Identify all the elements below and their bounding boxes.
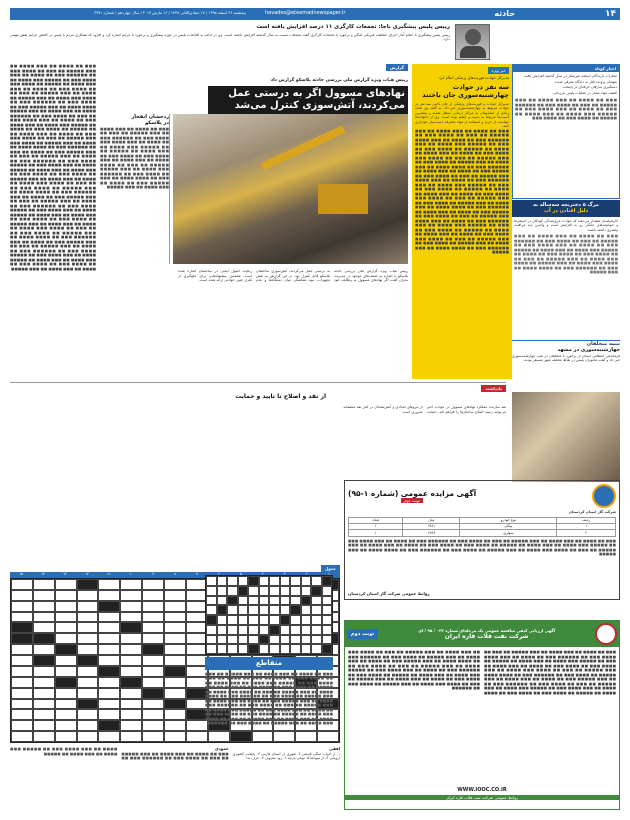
- crossword-cell[interactable]: [33, 655, 55, 666]
- crossword-cell[interactable]: [33, 601, 55, 612]
- crossword-cell[interactable]: [11, 644, 33, 655]
- crossword-cell[interactable]: [164, 622, 186, 633]
- crossword-column-number: ۶: [218, 572, 220, 576]
- section-title: حادثه: [494, 9, 515, 18]
- mini-grid-cell[interactable]: [269, 644, 280, 654]
- crossword-column-number: ۱۵: [19, 572, 23, 576]
- crossword-cell[interactable]: [98, 644, 120, 655]
- auction-table: ردیف نوع خودرو مدل تعداد ۱ پیکان ۱۳۸۱ ۱ ۲ سواری ۱۳۸۹ ۱: [348, 517, 616, 537]
- crossword-cell[interactable]: [33, 590, 55, 601]
- oil-company-logo-icon: [595, 623, 617, 645]
- crossword-cell[interactable]: [120, 655, 142, 666]
- mini-grid-cell[interactable]: [301, 635, 312, 645]
- header-email[interactable]: havades@eteemadnewspaper.ir: [265, 10, 346, 16]
- crossword-cell[interactable]: [77, 655, 99, 666]
- crossword-cell[interactable]: [120, 601, 142, 612]
- mini-grid-cell[interactable]: [206, 576, 217, 586]
- mini-grid-cell[interactable]: [290, 586, 301, 596]
- tagged-story-kicker: مدیرکل حوادث فوریت‌های پزشکی اعلام کرد: [438, 75, 509, 80]
- crossword-cell[interactable]: [164, 731, 186, 742]
- crossword-clues: افقی ۱- از ادوات جنگی قدیمی ۲- شهری در استان فارس ۳- پایتخت کشوری اروپایی ۴- از میوه‌ها ۵- نوعی پارچه ۶- رود معروف ۷- حرف ندا عمودی ■■■ ■■ ■■■■ ■■ ■■■ ■■■■ ■■ ■■■ ■■■■■ ■■ ■■■ ■■ ■■■■ ■■■ ■■ ■■■■■■ ■■■ ■■ ■■■■ ■■ ■■■ ■■■■ ■■■ ■■ ■■■■■ ■■■ ■■■■ ■■ ■■■ ■■■■ ■■ ■■■■■: [10, 746, 340, 760]
- tagged-story-subline: سه نفر در حوادث: [452, 82, 509, 91]
- mini-grid-cell[interactable]: [311, 596, 322, 606]
- mini-grid-cell[interactable]: [227, 576, 238, 586]
- crossword-column-number: ۴: [262, 572, 264, 576]
- crossword-cell[interactable]: [11, 699, 33, 710]
- mini-grid-cell[interactable]: [269, 605, 280, 615]
- crossword-cell[interactable]: [120, 644, 142, 655]
- tender-subtitle: شرکت نفت فلات قاره ایران: [444, 632, 529, 640]
- mini-grid-cell[interactable]: [280, 576, 291, 586]
- feature-photo: [173, 114, 408, 264]
- mini-grid-cell[interactable]: [301, 576, 312, 586]
- crossword-cell[interactable]: [164, 644, 186, 655]
- mini-grid-cell[interactable]: [217, 586, 228, 596]
- tagged-story: خبر ویژه مدیرکل حوادث فوریت‌های پزشکی اعلام کرد سه نفر در حوادث چهارشنبه‌سوری جان باختند مدیرکل حوادث و فوریت‌های پزشکی از جان باختن سه نفر در حوادث مربوط به چهارشنبه‌سوری خبر داد. به گفته وی تعداد زیادی از مصدومان به مراکز درمانی منتقل شدند و بیشترین آسیب‌ها مربوط به دست و چشم بوده است. وی از خانواده‌ها خواست از خرید و استفاده از مواد محترقه دست‌ساز خودداری کنند. ■■■ ■■ ■■■■ ■■ ■■■ ■■■■ ■■ ■■■ ■■■■■ ■■ ■■■ ■■ ■■■■ ■■■ ■■ ■■■■■■ ■■■ ■■ ■■■■ ■■ ■■■ ■■■■ ■■■ ■■ ■■■■■ ■■■ ■■■■ ■■ ■■■ ■■■■ ■■ ■■■■■ ■■ ■■■■ ■■■ ■■ ■■■■ ■■■ ■■ ■■■■ ■■ ■■■ ■■■■ ■■ ■■■ ■■■■■ ■■ ■■■ ■■ ■■■■ ■■■ ■■■■ ■■ ■■■ ■■■■■ ■■ ■■■■ ■■■ ■■ ■■■■■■ ■■■ ■■ ■■■■ ■■■■ ■■ ■■■ ■■■■■ ■■■ ■■ ■■■■ ■■ ■■■ ■■■■ ■■ ■■■ ■■■■■ ■■ ■■■ ■■ ■■■■ ■■■ ■■ ■■■■■■ ■■■ ■■ ■■■■ ■■ ■■■ ■■■■ ■■■ ■■ ■■■■■ ■■■ ■■■■ ■■ ■■■ ■■■■ ■■ ■■■■■ ■■ ■■■■ ■■■ ■■ ■■■■ ■■■ ■■ ■■■■ ■■ ■■■ ■■■■ ■■ ■■■ ■■■■■ ■■ ■■■ ■■ ■■■■ ■■■ ■■■■ ■■ ■■■ ■■■■■ ■■ ■■■■ ■■■ ■■ ■■■■■■ ■■■ ■■ ■■■■ ■■■■ ■■ ■■■ ■■■■■ ■■■ ■■ ■■■■ ■■ ■■■ ■■■■ ■■ ■■■ ■■■■■ ■■ ■■■ ■■ ■■■■ ■■■ ■■ ■■■■■■ ■■■ ■■ ■■■■ ■■ ■■■ ■■■■ ■■■ ■■ ■■■■■ ■■■ ■■■■ ■■ ■■■ ■■■■ ■■ ■■■■■ ■■ ■■■■ ■■■ ■■ ■■■■ ■■■ ■■ ■■■■ ■■ ■■■ ■■■■ ■■ ■■■ ■■■■■ ■■ ■■■ ■■ ■■■■ ■■■ ■■■■ ■■ ■■■ ■■■■■ ■■ ■■■■ ■■■ ■■ ■■■■■■ ■■■ ■■ ■■■■ ■■■■ ■■ ■■■ ■■■■■: [412, 64, 512, 379]
- crossword-cell[interactable]: [55, 709, 77, 720]
- left-column-text: ■■■ ■■ ■■■■ ■■ ■■■ ■■■■ ■■ ■■■ ■■■■■ ■■ ■■■ ■■ ■■■■ ■■■ ■■ ■■■■■■ ■■■ ■■ ■■■■ ■■ ■■■ ■■■■ ■■■ ■■ ■■■■■ ■■■ ■■■■ ■■ ■■■ ■■■■ ■■ ■■■■■ ■■ ■■■■ ■■■ ■■ ■■■■ ■■■ ■■ ■■■■ ■■ ■■■ ■■■■ ■■ ■■■ ■■■■■ ■■ ■■■ ■■ ■■■■ ■■■ ■■■■ ■■ ■■■ ■■■■■ ■■ ■■■■ ■■■ ■■ ■■■■■■ ■■■ ■■ ■■■■ ■■■■ ■■ ■■■ ■■■■■ ■■■ ■■ ■■■■ ■■ ■■■ ■■■■ ■■ ■■■ ■■■■■ ■■ ■■■ ■■ ■■■■ ■■■ ■■ ■■■■■■ ■■■ ■■ ■■■■ ■■ ■■■ ■■■■ ■■■ ■■ ■■■■■ ■■■ ■■■■ ■■ ■■■ ■■■■ ■■ ■■■■■ ■■ ■■■■ ■■■ ■■ ■■■■ ■■■ ■■ ■■■■ ■■ ■■■ ■■■■ ■■ ■■■ ■■■■■ ■■ ■■■ ■■ ■■■■ ■■■ ■■■■ ■■ ■■■ ■■■■■ ■■ ■■■■ ■■■ ■■ ■■■■■■ ■■■ ■■ ■■■■ ■■■■ ■■ ■■■ ■■■■■ ■■■ ■■ ■■■■ ■■ ■■■ ■■■■ ■■ ■■■ ■■■■■ ■■ ■■■ ■■ ■■■■ ■■■ ■■ ■■■■■■ ■■■ ■■ ■■■■ ■■ ■■■ ■■■■ ■■■ ■■ ■■■■■ ■■■ ■■■■ ■■ ■■■ ■■■■ ■■ ■■■■■ ■■ ■■■■ ■■■ ■■ ■■■■ ■■■ ■■ ■■■■ ■■ ■■■ ■■■■ ■■ ■■■ ■■■■■ ■■ ■■■ ■■ ■■■■ ■■■ ■■■■ ■■ ■■■ ■■■■■ ■■ ■■■■ ■■■ ■■ ■■■■■■ ■■■ ■■ ■■■■ ■■■■ ■■ ■■■ ■■■■■ ■■■ ■■ ■■■■ ■■ ■■■ ■■■■ ■■ ■■■ ■■■■■ ■■ ■■■ ■■ ■■■■ ■■■ ■■ ■■■■■■ ■■■ ■■ ■■■■ ■■ ■■■ ■■■■ ■■■ ■■ ■■■■■ ■■■ ■■■■ ■■ ■■■ ■■■■ ■■ ■■■■■ ■■ ■■■■ ■■■ ■■ ■■■■ ■■■ ■■ ■■■■ ■■ ■■■ ■■■■ ■■ ■■■ ■■■■■ ■■ ■■■ ■■ ■■■■ ■■■ ■■■■ ■■ ■■■ ■■■■■ ■■ ■■■■ ■■■ ■■ ■■■■■■ ■■■ ■■ ■■■■ ■■■■ ■■ ■■■ ■■■■■ ■■■ ■■ ■■■■ ■■ ■■■ ■■■■ ■■ ■■■ ■■■■■ ■■ ■■■ ■■ ■■■■ ■■■ ■■ ■■■■■■ ■■■ ■■ ■■■■ ■■ ■■■ ■■■■ ■■■ ■■ ■■■■■ ■■■ ■■■■ ■■ ■■■ ■■■■ ■■ ■■■■■ ■■ ■■■■ ■■■ ■■ ■■■■ ■■■ ■■ ■■■■ ■■ ■■■ ■■■■ ■■ ■■■ ■■■■■: [10, 64, 96, 271]
- mini-grid-cell[interactable]: [227, 586, 238, 596]
- mini-grid-cell[interactable]: [280, 644, 291, 654]
- crossword-cell[interactable]: [142, 666, 164, 677]
- crossword-cell[interactable]: [98, 709, 120, 720]
- crossword-cell[interactable]: [98, 688, 120, 699]
- crossword-cell[interactable]: [77, 688, 99, 699]
- mini-grid-cell[interactable]: [217, 576, 228, 586]
- mini-grid-cell[interactable]: [248, 625, 259, 635]
- crossword-cell[interactable]: [33, 633, 55, 644]
- mini-grid-cell[interactable]: [206, 605, 217, 615]
- mini-grid-cell[interactable]: [227, 605, 238, 615]
- crossword-cell[interactable]: [33, 731, 55, 742]
- mini-grid-cell[interactable]: [248, 644, 259, 654]
- mini-grid: [205, 575, 333, 655]
- crossword-cell[interactable]: [77, 731, 99, 742]
- crossword-cell[interactable]: [142, 622, 164, 633]
- crossword-cell[interactable]: [77, 579, 99, 590]
- crossword-cell[interactable]: [77, 699, 99, 710]
- crossword-cell[interactable]: [120, 709, 142, 720]
- opinion-body: نقد سازنده عملکرد نهادهای مسوول در حوادث اخیر می‌تواند زمینه اصلاح ساختارها را فراهم کند. حمایت از نیروهای امدادی و آتش‌نشانان در کنار نقد منصفانه ضروری است.: [343, 405, 506, 414]
- mini-grid-cell[interactable]: [238, 576, 249, 586]
- top-story: [10, 24, 450, 62]
- crossword-cell[interactable]: [11, 720, 33, 731]
- list-item: دستگیری سارقان حرفه‌ای در پایتخت: [562, 85, 617, 89]
- crossword-cell[interactable]: [11, 590, 33, 601]
- crossword-cell[interactable]: [164, 699, 186, 710]
- mini-grid-cell[interactable]: [217, 625, 228, 635]
- mini-grid-cell[interactable]: [280, 596, 291, 606]
- tender-ad: آگهی ارزیابی کیفی مناقصه عمومی یک مرحله‌ای شماره ۰۴۲ / ۹۵ / ای شرکت نفت فلات قاره ایران نوبت دوم ■■■ ■■ ■■■■ ■■ ■■■ ■■■■ ■■ ■■■ ■■■■■ ■■ ■■■ ■■ ■■■■ ■■■ ■■ ■■■■■■ ■■■ ■■ ■■■■ ■■ ■■■ ■■■■ ■■■ ■■ ■■■■■ ■■■ ■■■■ ■■ ■■■ ■■■■ ■■ ■■■■■ ■■ ■■■■ ■■■ ■■ ■■■■ ■■■ ■■ ■■■■ ■■ ■■■ ■■■■ ■■ ■■■ ■■■■■ ■■ ■■■ ■■ ■■■■ ■■■ ■■■■ ■■ ■■■ ■■■■■ ■■ ■■■■ ■■■ ■■ ■■■■■■ ■■■ ■■ ■■■■ ■■■■ ■■ ■■■ ■■■■■ ■■■ ■■ ■■■■ ■■ ■■■ ■■■■ ■■ ■■■ ■■■■■ ■■ ■■■ ■■ ■■■■ ■■■ ■■ ■■■■■■ ■■■ ■■ ■■■■ ■■ ■■■ ■■■■ ■■■ ■■ ■■■■■ ■■■ ■■■■ ■■ ■■■ ■■■■ ■■ ■■■■■ ■■ ■■■■ ■■■ ■■ ■■■■ ■■■ ■■ ■■■■ ■■ ■■■ ■■■■ ■■ ■■■ ■■■■■ ■■ ■■■ ■■ ■■■■ ■■■ ■■■■ ■■ ■■■ ■■■■■ ■■ ■■■■ ■■■ ■■ ■■■■■■ ■■■ ■■ ■■■■ ■■■■ ■■ ■■■ ■■■■■ ■■■ ■■ ■■■■ ■■ ■■■ ■■■■ ■■ ■■■ ■■■■■ ■■ ■■■ ■■ ■■■■ ■■■ ■■ ■■■■■■ ■■■ ■■ ■■■■ ■■ ■■■ ■■■■ ■■■ ■■ ■■■■■ ■■■ ■■■■ ■■ ■■■ ■■■■ ■■ ■■■■■ ■■ ■■■■ ■■■ ■■ ■■■■ ■■■ ■■ ■■■■ ■■ ■■■ ■■■■ ■■ ■■■ ■■■■■ ■■ ■■■ ■■ ■■■■ ■■■ ■■■■ ■■ ■■■ ■■■■■ ■■ ■■■■ ■■■ ■■ ■■■■■■ WWW.IOOC.CO.IR روابط عمومی شرکت نفت فلات قاره ایران: [344, 620, 620, 810]
- crossword-cell[interactable]: [33, 622, 55, 633]
- mini-grid-cell[interactable]: [290, 625, 301, 635]
- crossword-cell[interactable]: [98, 699, 120, 710]
- crossword-cell[interactable]: [11, 677, 33, 688]
- mini-grid-cell[interactable]: [238, 605, 249, 615]
- warning-box-body: فرماندهی انتظامی استان از برخورد با متخلفان در شب چهارشنبه‌سوری خبر داد و گفت ماموران پلیس در نقاط مختلف شهر مستقر بودند.: [512, 353, 620, 362]
- crossword-cell[interactable]: [11, 655, 33, 666]
- mini-grid-cell[interactable]: [206, 644, 217, 654]
- auction-org: شرکت گاز استان کردستان: [568, 510, 616, 514]
- mini-grid-cell[interactable]: [238, 635, 249, 645]
- crossword-cell[interactable]: [98, 655, 120, 666]
- crossword-cell[interactable]: [164, 601, 186, 612]
- crossword-cell[interactable]: [98, 633, 120, 644]
- table-row: ۲ سواری ۱۳۸۹ ۱: [349, 530, 616, 536]
- crossword-cell[interactable]: [120, 720, 142, 731]
- crossword-cell[interactable]: [164, 677, 186, 688]
- tagged-story-tag: خبر ویژه: [488, 67, 509, 74]
- mini-grid-cell[interactable]: [259, 586, 270, 596]
- crossword-cell[interactable]: [164, 590, 186, 601]
- crossword-cell[interactable]: [55, 622, 77, 633]
- mini-grid-cell[interactable]: [322, 644, 333, 654]
- crossword-cell[interactable]: [55, 601, 77, 612]
- crossword-cell[interactable]: [55, 633, 77, 644]
- crossword-cell[interactable]: [120, 590, 142, 601]
- mini-grid-cell[interactable]: [269, 576, 280, 586]
- mini-grid-cell[interactable]: [217, 644, 228, 654]
- crossword-cell[interactable]: [55, 666, 77, 677]
- feature-body: رییس هیات ویژه گزارش ملی بررسی حادثه پلاسکو با اشاره به ضعف‌های موجود در مدیریت بحران گفت اگر نهادهای مسوول به وظایف خود به درستی عمل می‌کردند، آتش‌سوزی ساختمان پلاسکو قابل کنترل بود. در این گزارش به نقص تجهیزات، نبود هماهنگی میان دستگاه‌ها و عدم رعایت اصول ایمنی در ساختمان اشاره شده است. همچنین پیشنهادهایی برای جلوگیری از تکرار چنین حوادثی ارائه شده است.: [178, 269, 408, 282]
- page-number: ۱۴: [605, 9, 616, 19]
- mini-grid-cell[interactable]: [322, 635, 333, 645]
- mini-grid-cell[interactable]: [290, 596, 301, 606]
- crossword-column-number: ۹: [152, 572, 154, 576]
- mini-grid-cell[interactable]: [311, 586, 322, 596]
- mini-grid-cell[interactable]: [322, 625, 333, 635]
- crossword-cell[interactable]: [33, 666, 55, 677]
- crossword-cell[interactable]: [164, 579, 186, 590]
- crossword-cell[interactable]: [142, 720, 164, 731]
- crossword-cell[interactable]: [33, 699, 55, 710]
- auction-ad: آگهی مزایده عمومی (شماره ۱-۹۵) نوبت دوم شرکت گاز استان کردستان ردیف نوع خودرو مدل تعداد ۱ پیکان ۱۳۸۱ ۱ ۲ سواری ۱۳۸۹ ۱ ■■■ ■■ ■■■■ ■■ ■■■ ■■■■ ■■ ■■■ ■■■■■ ■■ ■■■ ■■ ■■■■ ■■■ ■■ ■■■■■■ ■■■ ■■ ■■■■ ■■ ■■■ ■■■■ ■■■ ■■ ■■■■■ ■■■ ■■■■ ■■ ■■■ ■■■■ ■■ ■■■■■ ■■ ■■■■ ■■■ ■■ ■■■■ ■■■ ■■ ■■■■ ■■ ■■■ ■■■■ ■■ ■■■ ■■■■■ ■■ ■■■ ■■ ■■■■ ■■■ ■■■■ ■■ ■■■ ■■■■■ ■■ ■■■■ ■■■ ■■ ■■■■■■ ■■■ ■■ ■■■■ ■■■■ ■■ ■■■ ■■■■■ روابط عمومی شرکت گاز استان کردستان: [344, 480, 620, 600]
- mini-grid-cell[interactable]: [259, 644, 270, 654]
- crossword-cell[interactable]: [142, 644, 164, 655]
- crossword-cell[interactable]: [98, 666, 120, 677]
- crossword-column-number: ۱۳: [63, 572, 67, 576]
- tender-footer: روابط عمومی شرکت نفت فلات قاره ایران: [345, 795, 619, 800]
- crossword-column-number: ۳: [284, 572, 286, 576]
- death-box: مرگ ۵ دختربچه سه‌ساله به دلیل افتادن در آب کارشناسان هشدار می‌دهند که حوادث غرق‌شدگی کودکان در استخرها و حوضچه‌های خانگی رو به افزایش است و والدین باید مراقبت بیشتری داشته باشند. ■■■ ■■ ■■■■ ■■ ■■■ ■■■■ ■■ ■■■ ■■■■■ ■■ ■■■ ■■ ■■■■ ■■■ ■■ ■■■■■■ ■■■ ■■ ■■■■ ■■ ■■■ ■■■■ ■■■ ■■ ■■■■■ ■■■ ■■■■ ■■ ■■■ ■■■■ ■■ ■■■■■ ■■ ■■■■ ■■■ ■■ ■■■■ ■■■ ■■ ■■■■ ■■ ■■■ ■■■■ ■■ ■■■ ■■■■■ ■■ ■■■ ■■ ■■■■ ■■■ ■■■■ ■■ ■■■ ■■■■■ ■■ ■■■■ ■■■ ■■ ■■■■■■ ■■■ ■■ ■■■■ ■■■■ ■■ ■■■ ■■■■■: [514, 202, 618, 274]
- crossword-cell[interactable]: [11, 601, 33, 612]
- opinion-label: یادداشت: [481, 385, 506, 392]
- crossword-cell[interactable]: [55, 688, 77, 699]
- crossword-cell[interactable]: [142, 601, 164, 612]
- mini-grid-cell[interactable]: [238, 644, 249, 654]
- mini-grid-cell[interactable]: [301, 586, 312, 596]
- crossword-label: جدول: [321, 565, 340, 572]
- death-box-title: مرگ ۵ دختربچه سه‌ساله به دلیل افتادن در آب: [512, 200, 620, 217]
- mini-grid-cell[interactable]: [280, 615, 291, 625]
- mini-grid-cell[interactable]: [290, 635, 301, 645]
- mini-grid-cell[interactable]: [322, 586, 333, 596]
- header-bar: [10, 8, 620, 20]
- mini-grid-cell[interactable]: [227, 596, 238, 606]
- crossword-cell[interactable]: [142, 612, 164, 623]
- crossword-cell[interactable]: [164, 709, 186, 720]
- crossword-cell[interactable]: [164, 655, 186, 666]
- warning-box-title: تنبیه متخلفان: [586, 341, 620, 347]
- crossword-cell[interactable]: [55, 579, 77, 590]
- warning-box-subtitle: چهارشنبه‌سوری در مشهد: [557, 347, 620, 354]
- crossword-cell[interactable]: [120, 688, 142, 699]
- feature-story: [100, 64, 408, 379]
- crossword-column-number: ۲: [306, 572, 308, 576]
- crossword-cell[interactable]: [142, 709, 164, 720]
- mini-grid-cell[interactable]: [290, 576, 301, 586]
- mini-grid-cell[interactable]: [206, 586, 217, 596]
- crossword-cell[interactable]: [77, 612, 99, 623]
- feature-label: گزارش: [386, 64, 408, 71]
- crossword-cell[interactable]: [142, 677, 164, 688]
- motaghate-puzzle: متقاطع ■■■ ■■ ■■■■ ■■ ■■■ ■■■■ ■■ ■■■ ■■■■■ ■■ ■■■ ■■ ■■■■ ■■■ ■■ ■■■■■■ ■■■ ■■ ■■■■ ■■ ■■■ ■■■■ ■■■ ■■ ■■■■■ ■■■ ■■■■ ■■ ■■■ ■■■■ ■■ ■■■■■ ■■ ■■■■ ■■■ ■■ ■■■■ ■■■ ■■ ■■■■ ■■ ■■■ ■■■■ ■■ ■■■ ■■■■■ ■■ ■■■ ■■ ■■■■ ■■■ ■■■■ ■■ ■■■ ■■■■■ ■■ ■■■■ ■■■ ■■ ■■■■■■ ■■■ ■■ ■■■■ ■■■■ ■■ ■■■ ■■■■■ ■■■ ■■ ■■■■ ■■ ■■■ ■■■■ ■■ ■■■ ■■■■■ ■■ ■■■ ■■ ■■■■ ■■■ ■■ ■■■■■■ ■■■ ■■ ■■■■ ■■ ■■■ ■■■■ ■■■ ■■ ■■■■■ ■■■ ■■■■ ■■ ■■■ ■■■■ ■■ ■■■■■ ■■ ■■■■ ■■■ ■■ ■■■■ ■■■ ■■ ■■■■ ■■ ■■■ ■■■■ ■■ ■■■ ■■■■■ ■■ ■■■ ■■ ■■■■ ■■■ ■■■■ ■■ ■■■ ■■■■■ ■■ ■■■■ ■■■ ■■ ■■■■■■: [205, 575, 333, 813]
- mini-grid-cell[interactable]: [311, 625, 322, 635]
- mini-grid-cell[interactable]: [280, 625, 291, 635]
- crossword-cell[interactable]: [55, 644, 77, 655]
- mini-grid-cell[interactable]: [248, 605, 259, 615]
- top-story-headline: رییس پلیس پیشگیری ناجا: تجمعات کارگری ۱۱ درصد افزایش یافته است: [256, 24, 450, 30]
- crossword-cell[interactable]: [33, 709, 55, 720]
- mini-grid-cell[interactable]: [322, 605, 333, 615]
- crossword-cell[interactable]: [11, 612, 33, 623]
- crossword-cell[interactable]: [98, 590, 120, 601]
- mini-grid-cell[interactable]: [248, 635, 259, 645]
- crossword-cell[interactable]: [98, 579, 120, 590]
- crossword-cell[interactable]: [142, 731, 164, 742]
- word-search-label: متقاطع: [205, 657, 333, 670]
- crossword-cell[interactable]: [55, 731, 77, 742]
- mini-grid-cell[interactable]: [248, 596, 259, 606]
- crossword-cell[interactable]: [164, 688, 186, 699]
- crossword-cell[interactable]: [77, 590, 99, 601]
- mini-grid-cell[interactable]: [217, 605, 228, 615]
- crossword-cell[interactable]: [55, 655, 77, 666]
- crossword-cell[interactable]: [55, 590, 77, 601]
- crossword-cell[interactable]: [120, 633, 142, 644]
- warning-box-photo: [512, 392, 620, 482]
- news-brief: اخبار کوتاه مجازات دارندگان اسلحه غیرمجاز در سال گذشته افزایش یافت متهمان پرونده قتل به دادگاه معرفی شدند دستگیری سارقان حرفه‌ای در پایتخت کشف مواد مخدر در عملیات پلیس مرزبانی ■■■ ■■ ■■■■ ■■ ■■■ ■■■■ ■■ ■■■ ■■■■■ ■■ ■■■ ■■ ■■■■ ■■■ ■■ ■■■■■■ ■■■ ■■ ■■■■ ■■ ■■■ ■■■■ ■■■ ■■ ■■■■■ ■■■ ■■■■ ■■ ■■■ ■■■■ ■■ ■■■■■ ■■ ■■■■ ■■■ ■■ ■■■■ ■■■: [512, 64, 620, 199]
- crossword-cell[interactable]: [77, 622, 99, 633]
- mini-grid-cell[interactable]: [206, 635, 217, 645]
- mini-grid-cell[interactable]: [290, 644, 301, 654]
- list-item: متهمان پرونده قتل به دادگاه معرفی شدند: [554, 79, 617, 84]
- mini-grid-cell[interactable]: [269, 615, 280, 625]
- auction-footer: روابط عمومی شرکت گاز استان کردستان: [348, 591, 430, 596]
- mini-grid-cell[interactable]: [206, 596, 217, 606]
- opinion-headline: از نقد و اصلاح تا تایید و حمایت: [235, 393, 326, 400]
- mini-grid-cell[interactable]: [206, 625, 217, 635]
- mini-grid-cell[interactable]: [311, 605, 322, 615]
- mini-grid-cell[interactable]: [269, 635, 280, 645]
- warning-box: [512, 340, 620, 390]
- crossword-cell[interactable]: [11, 709, 33, 720]
- mini-grid-cell[interactable]: [269, 625, 280, 635]
- feature-sidebar: ردخشان انفجار در پلاسکو ■■■ ■■ ■■■■ ■■ ■■■ ■■■■ ■■ ■■■ ■■■■■ ■■ ■■■ ■■ ■■■■ ■■■ ■■ ■■■■■■ ■■■ ■■ ■■■■ ■■ ■■■ ■■■■ ■■■ ■■ ■■■■■ ■■■ ■■■■ ■■ ■■■ ■■■■ ■■ ■■■■■ ■■ ■■■■ ■■■ ■■ ■■■■ ■■■ ■■ ■■■■ ■■ ■■■ ■■■■ ■■ ■■■ ■■■■■ ■■ ■■■ ■■ ■■■■ ■■■ ■■■■ ■■ ■■■ ■■■■■ ■■ ■■■■ ■■■ ■■ ■■■■■■ ■■■ ■■ ■■■■ ■■■■ ■■ ■■■ ■■■■■ ■■■ ■■ ■■■■ ■■ ■■■ ■■■■ ■■ ■■■ ■■■■■: [100, 114, 170, 264]
- crossword-cell[interactable]: [33, 612, 55, 623]
- death-box-body: کارشناسان هشدار می‌دهند که حوادث غرق‌شدگی کودکان در استخرها و حوضچه‌های خانگی رو به افزایش است و والدین باید مراقبت بیشتری داشته باشند.: [514, 218, 618, 232]
- tender-website[interactable]: WWW.IOOC.CO.IR: [457, 787, 507, 793]
- mini-grid-cell[interactable]: [248, 586, 259, 596]
- crossword-cell[interactable]: [55, 720, 77, 731]
- mini-grid-cell[interactable]: [280, 605, 291, 615]
- crossword-column-number: ۱۲: [85, 572, 89, 576]
- crossword-column-number: ۱۴: [41, 572, 45, 576]
- crossword-cell[interactable]: [98, 720, 120, 731]
- mini-grid-cell[interactable]: [248, 576, 259, 586]
- crossword-cell[interactable]: [120, 666, 142, 677]
- mini-grid-cell[interactable]: [259, 625, 270, 635]
- mini-grid-cell[interactable]: [311, 615, 322, 625]
- mini-grid-cell[interactable]: [217, 615, 228, 625]
- top-story-photo: [455, 24, 490, 60]
- mini-grid-cell[interactable]: [259, 615, 270, 625]
- crossword-cell[interactable]: [120, 612, 142, 623]
- mini-grid-cell[interactable]: [227, 625, 238, 635]
- tagged-story-headline: چهارشنبه‌سوری جان باختند: [422, 90, 509, 99]
- mini-grid-cell[interactable]: [238, 596, 249, 606]
- mini-grid-cell[interactable]: [259, 576, 270, 586]
- mini-grid-cell[interactable]: [301, 596, 312, 606]
- mini-grid-cell[interactable]: [217, 635, 228, 645]
- crossword-cell[interactable]: [11, 633, 33, 644]
- top-story-body: رییس پلیس پیشگیری با اعلام آمار اجرای حفاظت فیزیکی اماکن و برخورد با تجمعات کارگری گفت تجمعات نسبت به سال گذشته افزایش داشته است. وی در ادامه به اقدامات پلیس در حوزه پیشگیری و برخورد با جرایم اشاره کرد و افزود که همکاری مردم با پلیس در کاهش جرایم نقش مهمی دارد.: [10, 32, 450, 42]
- crossword-cell[interactable]: [164, 633, 186, 644]
- mini-grid-cell[interactable]: [238, 615, 249, 625]
- crossword-cell[interactable]: [55, 699, 77, 710]
- mini-grid-cell[interactable]: [227, 644, 238, 654]
- crane-icon: [261, 125, 346, 170]
- crossword-cell[interactable]: [77, 720, 99, 731]
- crossword-cell[interactable]: [98, 677, 120, 688]
- crossword-cell[interactable]: [164, 666, 186, 677]
- header-dateline: پنجشنبه ۲۶ اسفند ۱۳۹۵ / ۱۷ جمادی‌الثانی ۱۴۳۸ / ۱۶ مارس ۲۰۱۷ / سال چهاردهم / شماره ۳۷۷۱: [94, 10, 246, 15]
- crossword-column-number: ۱۱: [107, 572, 111, 576]
- mini-grid-cell[interactable]: [269, 596, 280, 606]
- crossword-cell[interactable]: [142, 579, 164, 590]
- crossword-cell[interactable]: [77, 633, 99, 644]
- mini-grid-cell[interactable]: [280, 635, 291, 645]
- crossword-cell[interactable]: [77, 666, 99, 677]
- crossword-cell[interactable]: [33, 579, 55, 590]
- mini-grid-cell[interactable]: [290, 615, 301, 625]
- mini-grid-cell[interactable]: [322, 576, 333, 586]
- mini-grid-cell[interactable]: [259, 635, 270, 645]
- crossword-cell[interactable]: [11, 731, 33, 742]
- mini-grid-cell[interactable]: [301, 644, 312, 654]
- crossword-cell[interactable]: [11, 579, 33, 590]
- crossword-column-number: ۱: [328, 572, 330, 576]
- mini-grid-cell[interactable]: [301, 615, 312, 625]
- crossword-cell[interactable]: [164, 720, 186, 731]
- list-item: کشف مواد مخدر در عملیات پلیس مرزبانی: [553, 90, 617, 95]
- auction-ref: نوبت دوم: [401, 498, 423, 503]
- crossword-cell[interactable]: [77, 601, 99, 612]
- mini-grid-cell[interactable]: [259, 596, 270, 606]
- crossword-cell[interactable]: [77, 709, 99, 720]
- tagged-story-body: مدیرکل حوادث و فوریت‌های پزشکی از جان باختن سه نفر در حوادث مربوط به چهارشنبه‌سوری خبر داد. به گفته وی تعداد زیادی از مصدومان به مراکز درمانی منتقل شدند و بیشترین آسیب‌ها مربوط به دست و چشم بوده است. وی از خانواده‌ها خواست از خرید و استفاده از مواد محترقه دست‌ساز خودداری کنند.: [415, 101, 509, 129]
- crossword-cell[interactable]: [142, 699, 164, 710]
- mini-grid-cell[interactable]: [259, 605, 270, 615]
- mini-grid-cell[interactable]: [322, 615, 333, 625]
- mini-grid-cell[interactable]: [290, 605, 301, 615]
- mini-grid-cell[interactable]: [311, 644, 322, 654]
- mini-grid-cell[interactable]: [217, 596, 228, 606]
- crossword-cell[interactable]: [142, 655, 164, 666]
- crossword-column-number: ۸: [174, 572, 176, 576]
- crossword-cell[interactable]: [120, 731, 142, 742]
- mini-grid-cell[interactable]: [206, 615, 217, 625]
- list-item: مجازات دارندگان اسلحه غیرمجاز در سال گذشته افزایش یافت: [523, 74, 617, 78]
- crossword-cell[interactable]: [77, 644, 99, 655]
- crossword-cell[interactable]: [98, 731, 120, 742]
- crossword-column-number: ۵: [240, 572, 242, 576]
- crossword-cell[interactable]: [98, 622, 120, 633]
- crossword-cell[interactable]: [120, 622, 142, 633]
- crossword-column-number: ۱۰: [129, 572, 133, 576]
- crossword-cell[interactable]: [55, 612, 77, 623]
- crossword-cell[interactable]: [11, 688, 33, 699]
- mini-grid-cell[interactable]: [322, 596, 333, 606]
- crossword-cell[interactable]: [77, 677, 99, 688]
- mini-grid-cell[interactable]: [238, 586, 249, 596]
- crossword-cell[interactable]: [98, 612, 120, 623]
- crossword-cell[interactable]: [142, 590, 164, 601]
- crossword-cell[interactable]: [33, 644, 55, 655]
- tender-title: آگهی ارزیابی کیفی مناقصه عمومی یک مرحله‌ای شماره ۰۴۲ / ۹۵ / ای: [418, 627, 556, 633]
- mini-grid-cell[interactable]: [280, 586, 291, 596]
- mini-grid-cell[interactable]: [269, 586, 280, 596]
- person-silhouette-icon: [465, 29, 481, 45]
- crossword-cell[interactable]: [33, 720, 55, 731]
- mini-grid-cell[interactable]: [301, 605, 312, 615]
- news-brief-label: اخبار کوتاه: [513, 65, 619, 72]
- mini-grid-cell[interactable]: [248, 615, 259, 625]
- crossword-cell[interactable]: [142, 633, 164, 644]
- crossword-cell[interactable]: [55, 677, 77, 688]
- crossword-cell[interactable]: [98, 601, 120, 612]
- crossword-cell[interactable]: [11, 622, 33, 633]
- mini-grid-cell[interactable]: [227, 635, 238, 645]
- crossword-cell[interactable]: [120, 579, 142, 590]
- feature-kicker: رییس هیات ویژه گزارش ملی بررسی حادثه پلاسکو گزارش داد: [270, 78, 408, 83]
- mini-grid-cell[interactable]: [311, 635, 322, 645]
- mini-grid-cell[interactable]: [311, 576, 322, 586]
- feature-headline: نهادهای مسوول اگر به درستی عمل می‌کردند، آتش‌سوزی کنترل می‌شد: [208, 86, 408, 114]
- crossword-cell[interactable]: [164, 612, 186, 623]
- crossword-cell[interactable]: [11, 666, 33, 677]
- crossword-cell[interactable]: [120, 699, 142, 710]
- gas-logo-icon: [592, 484, 616, 508]
- auction-title: آگهی مزایده عمومی (شماره ۱-۹۵): [348, 488, 477, 498]
- crossword-cell[interactable]: [142, 688, 164, 699]
- crossword-column-number: ۷: [196, 572, 198, 576]
- crossword-cell[interactable]: [33, 688, 55, 699]
- tender-badge: نوبت دوم: [347, 629, 378, 639]
- mini-grid-cell[interactable]: [238, 625, 249, 635]
- mini-grid-cell[interactable]: [227, 615, 238, 625]
- crossword-cell[interactable]: [120, 677, 142, 688]
- crossword-cell[interactable]: [33, 677, 55, 688]
- table-row: ۱ پیکان ۱۳۸۱ ۱: [349, 523, 616, 529]
- mini-grid-cell[interactable]: [301, 625, 312, 635]
